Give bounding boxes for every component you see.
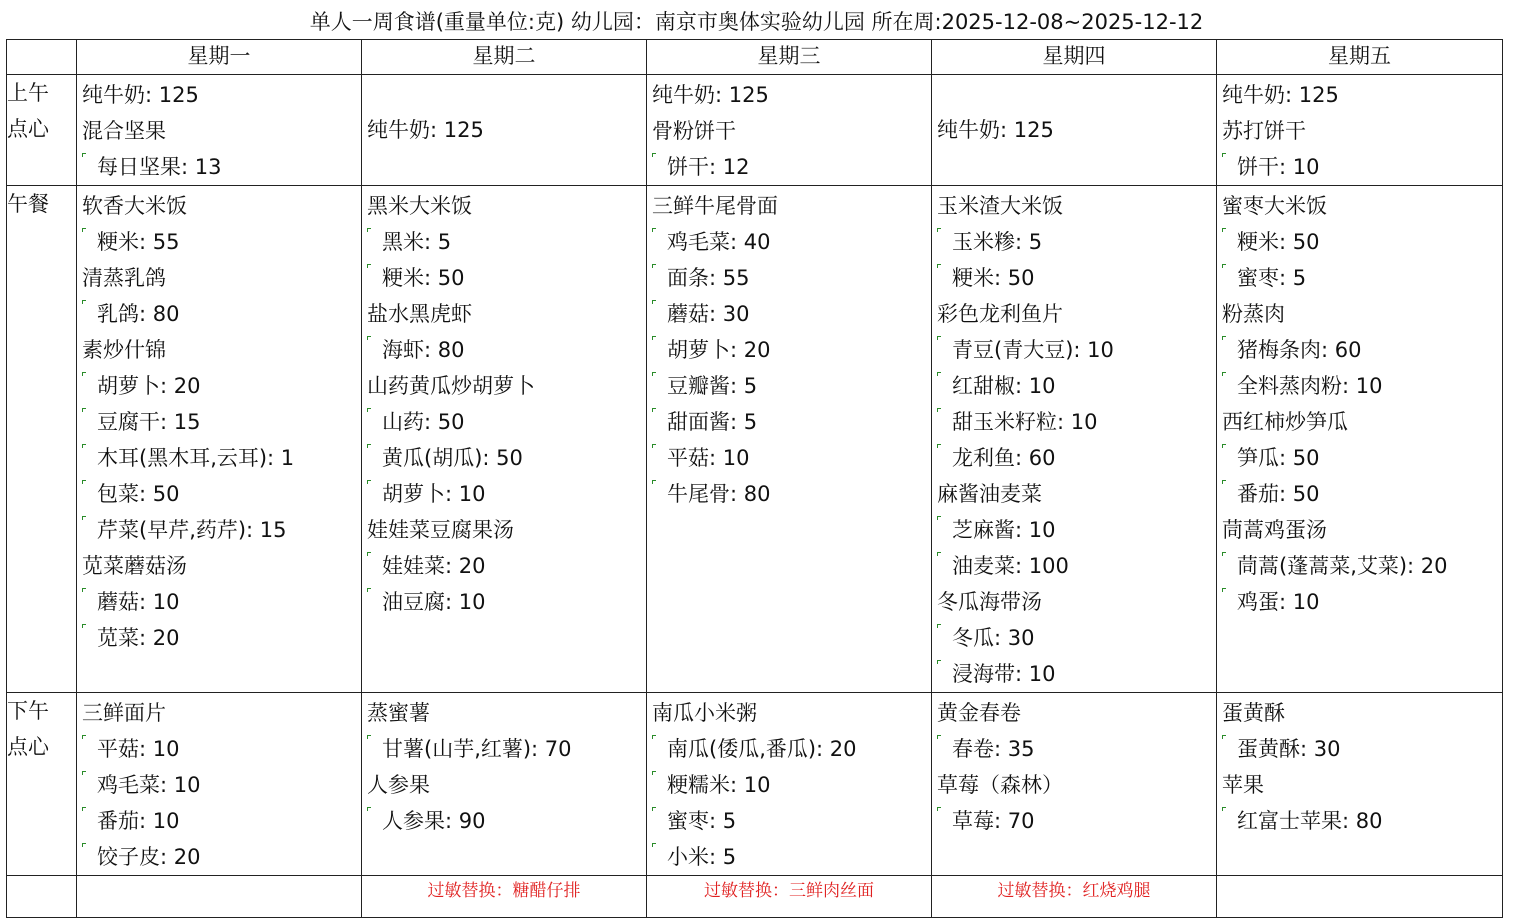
ingredient-line: 玉米糁: 5 — [937, 224, 1216, 260]
ingredient-line: 粳米: 50 — [367, 260, 646, 296]
dish-name: 三鲜面片 — [82, 701, 166, 725]
dish-name: 苏打饼干 — [1222, 119, 1306, 143]
ingredient-line: 豆腐干: 15 — [82, 404, 361, 440]
page-title: 单人一周食谱(重量单位:克) 幼儿园：南京市奥体实验幼儿园 所在周:2025-12-08~2025-12-12 — [309, 10, 1204, 34]
menu-cell — [77, 75, 362, 186]
ingredient-line: 甜面酱: 5 — [652, 404, 931, 440]
allergy-note: 过敏替换：红烧鸡腿 — [932, 876, 1217, 918]
dish-name: 冬瓜海带汤 — [937, 590, 1042, 614]
day-header: 星期二 — [362, 40, 647, 75]
ingredient-line: 苋菜: 20 — [82, 620, 361, 656]
ingredient-line: 蘑菇: 10 — [82, 584, 361, 620]
menu-cell — [77, 186, 362, 693]
ingredient-line: 粳米: 50 — [1222, 224, 1502, 260]
dish-name: 南瓜小米粥 — [652, 701, 757, 725]
dish-name: 黄金春卷 — [937, 701, 1021, 725]
menu-cell — [932, 186, 1217, 693]
dish-name: 苋菜蘑菇汤 — [82, 554, 187, 578]
ingredient-line: 娃娃菜: 20 — [367, 548, 646, 584]
ingredient-line: 饼干: 10 — [1222, 149, 1502, 185]
ingredient-line: 乳鸽: 80 — [82, 296, 361, 332]
dish-name: 清蒸乳鸽 — [82, 266, 166, 290]
ingredient-line: 鸡毛菜: 40 — [652, 224, 931, 260]
menu-cell — [362, 75, 647, 186]
ingredient-line: 青豆(青大豆): 10 — [937, 332, 1216, 368]
ingredient-line: 红富士苹果: 80 — [1222, 803, 1502, 839]
day-header: 星期一 — [77, 40, 362, 75]
corner-cell — [7, 40, 77, 75]
meal-label-line: 点心 — [7, 735, 49, 759]
dish-name: 纯牛奶: 125 — [937, 118, 1054, 142]
allergy-label-cell — [7, 876, 77, 918]
day-header: 星期四 — [932, 40, 1217, 75]
ingredient-line: 木耳(黑木耳,云耳): 1 — [82, 440, 361, 476]
meal-label-line: 午餐 — [7, 192, 49, 216]
dish-name: 黑米大米饭 — [367, 194, 472, 218]
ingredient-line: 胡萝卜: 10 — [367, 476, 646, 512]
ingredient-line: 每日坚果: 13 — [82, 149, 361, 185]
dish-name: 人参果 — [367, 773, 430, 797]
ingredient-line: 面条: 55 — [652, 260, 931, 296]
meal-label-line: 上午 — [7, 81, 49, 105]
ingredient-line: 冬瓜: 30 — [937, 620, 1216, 656]
menu-cell — [77, 693, 362, 876]
dish-name: 纯牛奶: 125 — [82, 83, 199, 107]
dish-name: 骨粉饼干 — [652, 119, 736, 143]
ingredient-line: 蛋黄酥: 30 — [1222, 731, 1502, 767]
ingredient-line: 甜玉米籽粒: 10 — [937, 404, 1216, 440]
ingredient-line: 粳米: 55 — [82, 224, 361, 260]
day-header: 星期三 — [647, 40, 932, 75]
dish-name: 粉蒸肉 — [1222, 302, 1285, 326]
meal-label-line: 点心 — [7, 117, 49, 141]
ingredient-line: 鸡蛋: 10 — [1222, 584, 1502, 620]
ingredient-line: 番茄: 10 — [82, 803, 361, 839]
dish-name: 蛋黄酥 — [1222, 701, 1285, 725]
menu-cell — [1217, 693, 1503, 876]
menu-cell — [647, 186, 932, 693]
menu-cell — [1217, 75, 1503, 186]
dish-name: 混合坚果 — [82, 119, 166, 143]
ingredient-line: 黑米: 5 — [367, 224, 646, 260]
allergy-row — [7, 876, 1503, 918]
ingredient-line: 包菜: 50 — [82, 476, 361, 512]
meal-row-lunch — [7, 186, 1503, 693]
dish-name: 盐水黑虎虾 — [367, 302, 472, 326]
dish-name: 彩色龙利鱼片 — [937, 302, 1063, 326]
ingredient-line: 笋瓜: 50 — [1222, 440, 1502, 476]
dish-name: 麻酱油麦菜 — [937, 482, 1042, 506]
meal-row-morning-snack — [7, 75, 1503, 186]
weekly-menu-table — [6, 39, 1503, 918]
ingredient-line: 草莓: 70 — [937, 803, 1216, 839]
ingredient-line: 甘薯(山芋,红薯): 70 — [367, 731, 646, 767]
allergy-note — [77, 876, 362, 918]
allergy-note: 过敏替换：糖醋仔排 — [362, 876, 647, 918]
ingredient-line: 人参果: 90 — [367, 803, 646, 839]
menu-cell — [932, 693, 1217, 876]
menu-cell — [647, 75, 932, 186]
ingredient-line: 油豆腐: 10 — [367, 584, 646, 620]
dish-name: 纯牛奶: 125 — [652, 83, 769, 107]
dish-name: 山药黄瓜炒胡萝卜 — [367, 374, 535, 398]
meal-label — [7, 75, 77, 186]
allergy-note — [1217, 876, 1503, 918]
ingredient-line: 猪梅条肉: 60 — [1222, 332, 1502, 368]
ingredient-line: 春卷: 35 — [937, 731, 1216, 767]
dish-name: 软香大米饭 — [82, 194, 187, 218]
ingredient-line: 油麦菜: 100 — [937, 548, 1216, 584]
ingredient-line: 小米: 5 — [652, 839, 931, 875]
meal-label — [7, 693, 77, 876]
meal-label-line: 下午 — [7, 699, 49, 723]
ingredient-line: 饺子皮: 20 — [82, 839, 361, 875]
ingredient-line: 牛尾骨: 80 — [652, 476, 931, 512]
ingredient-line: 蜜枣: 5 — [1222, 260, 1502, 296]
ingredient-line: 浸海带: 10 — [937, 656, 1216, 692]
ingredient-line: 全料蒸肉粉: 10 — [1222, 368, 1502, 404]
ingredient-line: 番茄: 50 — [1222, 476, 1502, 512]
ingredient-line: 胡萝卜: 20 — [652, 332, 931, 368]
ingredient-line: 鸡毛菜: 10 — [82, 767, 361, 803]
ingredient-line: 粳米: 50 — [937, 260, 1216, 296]
allergy-note: 过敏替换：三鲜肉丝面 — [647, 876, 932, 918]
dish-name: 茼蒿鸡蛋汤 — [1222, 518, 1327, 542]
ingredient-line: 山药: 50 — [367, 404, 646, 440]
ingredient-line: 龙利鱼: 60 — [937, 440, 1216, 476]
day-header: 星期五 — [1217, 40, 1503, 75]
ingredient-line: 红甜椒: 10 — [937, 368, 1216, 404]
dish-name: 娃娃菜豆腐果汤 — [367, 518, 514, 542]
ingredient-line: 芹菜(早芹,药芹): 15 — [82, 512, 361, 548]
ingredient-line: 黄瓜(胡瓜): 50 — [367, 440, 646, 476]
meal-label — [7, 186, 77, 693]
ingredient-line: 芝麻酱: 10 — [937, 512, 1216, 548]
dish-name: 三鲜牛尾骨面 — [652, 194, 778, 218]
ingredient-line: 茼蒿(蓬蒿菜,艾菜): 20 — [1222, 548, 1502, 584]
header-row — [7, 40, 1503, 75]
dish-name: 素炒什锦 — [82, 338, 166, 362]
ingredient-line: 胡萝卜: 20 — [82, 368, 361, 404]
dish-name: 纯牛奶: 125 — [367, 118, 484, 142]
menu-cell — [362, 186, 647, 693]
meal-row-afternoon-snack — [7, 693, 1503, 876]
menu-cell — [362, 693, 647, 876]
dish-name: 纯牛奶: 125 — [1222, 83, 1339, 107]
ingredient-line: 南瓜(倭瓜,番瓜): 20 — [652, 731, 931, 767]
ingredient-line: 蘑菇: 30 — [652, 296, 931, 332]
dish-name: 玉米渣大米饭 — [937, 194, 1063, 218]
dish-name: 草莓（森林） — [937, 773, 1063, 797]
ingredient-line: 海虾: 80 — [367, 332, 646, 368]
ingredient-line: 平菇: 10 — [82, 731, 361, 767]
ingredient-line: 粳糯米: 10 — [652, 767, 931, 803]
menu-cell — [1217, 186, 1503, 693]
ingredient-line: 平菇: 10 — [652, 440, 931, 476]
ingredient-line: 豆瓣酱: 5 — [652, 368, 931, 404]
ingredient-line: 饼干: 12 — [652, 149, 931, 185]
menu-cell — [647, 693, 932, 876]
dish-name: 苹果 — [1222, 773, 1264, 797]
dish-name: 蜜枣大米饭 — [1222, 194, 1327, 218]
menu-cell — [932, 75, 1217, 186]
ingredient-line: 蜜枣: 5 — [652, 803, 931, 839]
dish-name: 西红柿炒笋瓜 — [1222, 410, 1348, 434]
dish-name: 蒸蜜薯 — [367, 701, 430, 725]
